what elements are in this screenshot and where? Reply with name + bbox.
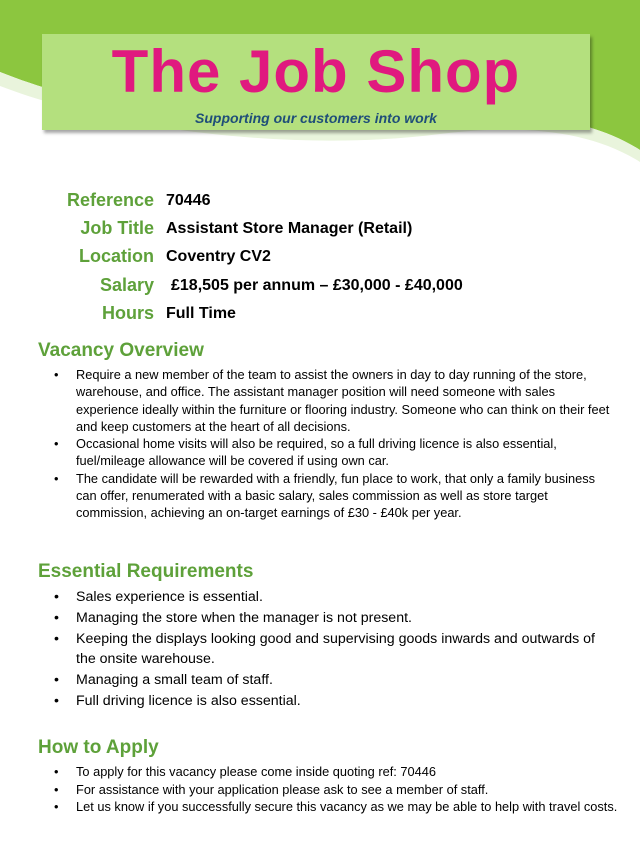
detail-value: Coventry CV2	[166, 248, 271, 266]
detail-row-location	[0, 246, 640, 274]
detail-row-hours	[0, 303, 640, 331]
essential-requirements-section	[38, 561, 618, 712]
section-heading: Vacancy Overview	[38, 340, 204, 361]
detail-label: Job Title	[80, 218, 154, 239]
brand-tagline: Supporting our customers into work	[195, 110, 437, 126]
detail-label: Hours	[101, 302, 154, 323]
detail-row-salary	[0, 275, 640, 303]
detail-value: Assistant Store Manager (Retail)	[166, 220, 413, 238]
detail-value: £18,505 per annum – £30,000 - £40,000	[171, 276, 463, 294]
requirements-list	[38, 587, 618, 712]
how-to-apply-section	[38, 737, 618, 816]
detail-row-job-title	[0, 218, 640, 246]
brand-title: The Job Shop	[111, 38, 521, 105]
overview-list	[38, 366, 618, 522]
list-item: • The candidate will be rewarded with a friendly, fun place to work, that only a family business can offer, renumerated with a basic salary, sales commission as well as store target commission, achieving an on-target earnings of £30 - £40k per year.	[76, 470, 618, 522]
list-item: • Managing a small team of staff.	[76, 670, 618, 691]
job-details	[0, 190, 640, 331]
apply-list	[38, 763, 618, 816]
list-item: • To apply for this vacancy please come inside quoting ref: 70446	[76, 763, 618, 781]
section-heading: How to Apply	[38, 737, 159, 758]
detail-row-reference	[0, 190, 640, 218]
section-heading: Essential Requirements	[38, 561, 254, 582]
detail-label: Salary	[99, 274, 154, 295]
list-item: • Sales experience is essential.	[76, 587, 618, 608]
list-item: • Let us know if you successfully secure this vacancy as we may be able to help with travel costs.	[76, 798, 618, 816]
detail-label: Location	[79, 246, 154, 267]
detail-value: Full Time	[166, 304, 236, 322]
list-item: • For assistance with your application please ask to see a member of staff.	[76, 781, 618, 799]
list-item: • Managing the store when the manager is not present.	[76, 608, 618, 629]
list-item: • Occasional home visits will also be required, so a full driving licence is also essential, fuel/mileage allowance will be covered if using own car.	[76, 435, 618, 470]
list-item: • Require a new member of the team to assist the owners in day to day running of the store, warehouse, and office. The assistant manager position will need someone with sales experience ideally within the furniture or flooring industry. Someone who can think on their feet and keep customers at the heart of all decisions.	[76, 366, 618, 435]
list-item: • Full driving licence is also essential.	[76, 691, 618, 712]
detail-value: 70446	[166, 192, 211, 209]
vacancy-overview-section	[38, 340, 618, 522]
header-banner	[42, 34, 590, 130]
detail-label: Reference	[66, 190, 154, 210]
list-item: • Keeping the displays looking good and supervising goods inwards and outwards of the onsite warehouse.	[76, 629, 618, 671]
